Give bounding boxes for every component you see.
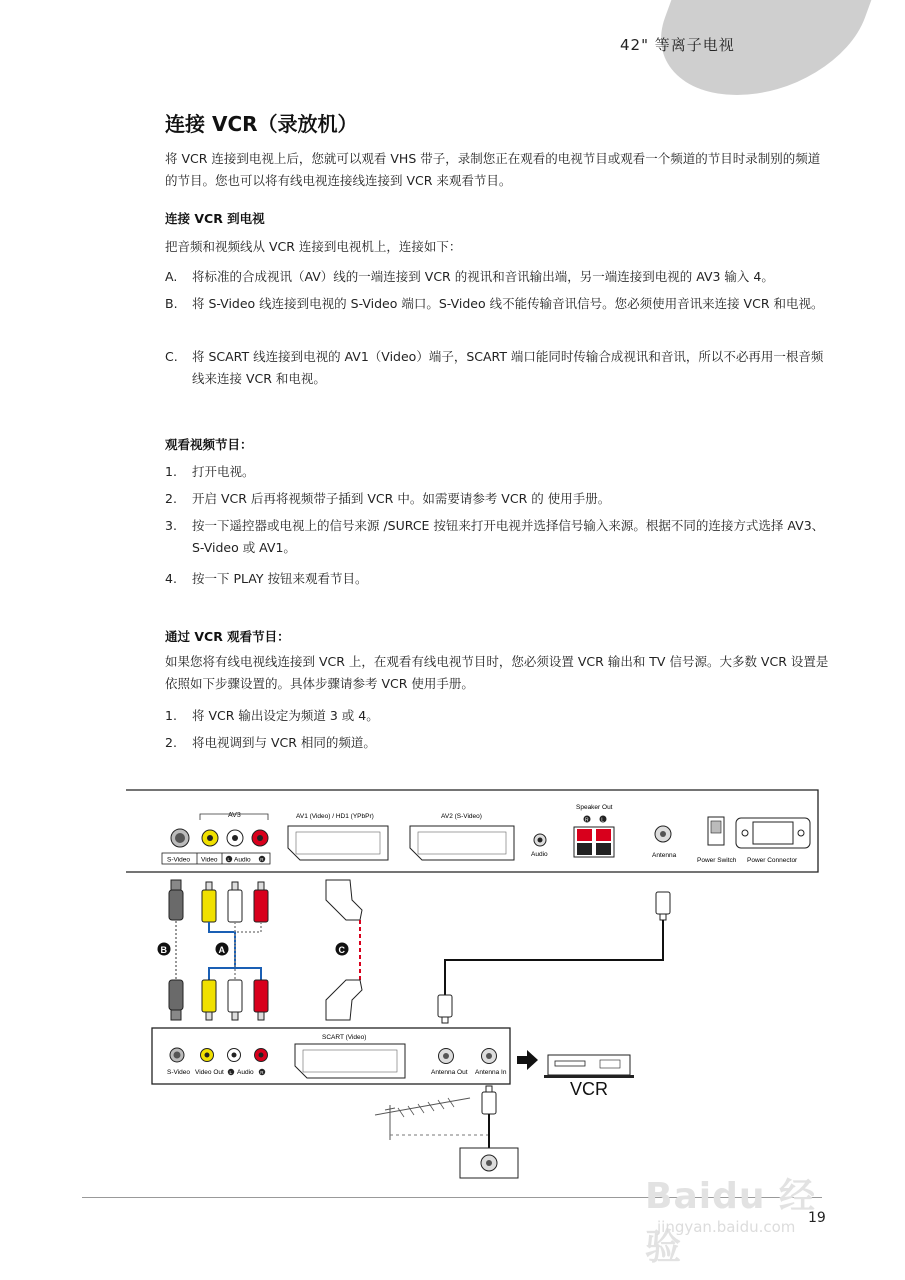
vcr-r-label: R — [260, 1070, 264, 1075]
intro-paragraph: 将 VCR 连接到电视上后，您就可以观看 VHS 带子，录制您正在观看的电视节目或观看一个频道的节目时录制别的频道的节目。您也可以将有线电视连接线连接到 VCR 来观看节目。 — [165, 151, 821, 188]
markers — [158, 943, 349, 956]
marker-c: C — [338, 945, 345, 955]
tv-audio-jack-label: Audio — [531, 851, 548, 858]
speaker-r-label: R — [585, 817, 589, 824]
item-text: 按一下 PLAY 按钮来观看节目。 — [192, 571, 368, 586]
item-text: 将 VCR 输出设定为频道 3 或 4。 — [192, 708, 379, 723]
marker-a: A — [218, 945, 225, 955]
watch-heading: 观看视频节目： — [165, 437, 253, 452]
watermark — [645, 1162, 845, 1268]
item-marker: 3. — [165, 518, 177, 533]
via-vcr-heading: 通过 VCR 观看节目： — [165, 629, 290, 644]
item-text: 打开电视。 — [192, 464, 255, 479]
item-text: 将 S-Video 线连接到电视的 S-Video 端口。S-Video 线不能传输音讯信号。您必须使用音讯来连接 VCR 和电视。 — [192, 296, 824, 311]
vcr-antenna-in-label: Antenna In — [475, 1069, 507, 1076]
item-text: 将电视调到与 VCR 相同的频道。 — [192, 735, 376, 750]
av3-label: AV3 — [228, 812, 241, 819]
tv-antenna-label: Antenna — [652, 852, 677, 859]
item-text: 按一下遥控器或电视上的信号来源 /SURCE 按钮来打开电视并选择信号输入来源。根据不同的连接方式选择 AV3、S-Video 或 AV1。 — [192, 518, 825, 555]
item-marker: 1. — [165, 464, 177, 479]
connect-lead: 把音频和视频线从 VCR 连接到电视机上，连接如下： — [165, 239, 462, 254]
item-marker: A. — [165, 269, 178, 284]
vcr-scart-label: SCART (Video) — [322, 1034, 367, 1041]
item-marker: 2. — [165, 491, 177, 506]
speaker-l-label: L — [601, 817, 605, 824]
tv-l-label: L — [227, 857, 231, 862]
watermark-logo: Baidu 经验 — [645, 1176, 817, 1268]
item-marker: 1. — [165, 708, 177, 723]
cables — [169, 880, 670, 1023]
item-marker: 2. — [165, 735, 177, 750]
power-switch-label: Power Switch — [697, 857, 737, 864]
vcr-device — [517, 1050, 634, 1099]
tv-audio-label: Audio — [234, 856, 251, 864]
tv-back-panel — [126, 790, 818, 872]
item-text: 将 SCART 线连接到电视的 AV1（Video）端子，SCART 端口能同时传输合成视讯和音讯，所以不必再用一根音频线来连接 VCR 和电视。 — [192, 349, 824, 386]
av2-label: AV2 (S-Video) — [441, 813, 482, 820]
tv-svideo-label: S-Video — [167, 856, 191, 864]
connect-heading: 连接 VCR 到电视 — [165, 211, 265, 226]
vcr-svideo-label: S-Video — [167, 1069, 191, 1076]
speaker-out-label: Speaker Out — [576, 804, 613, 811]
header-title: 42" 等离子电视 — [620, 36, 735, 54]
page-number: 19 — [808, 1210, 826, 1226]
tv-video-label: Video — [201, 856, 218, 864]
tv-r-label: R — [260, 857, 264, 862]
watermark-url: jingyan.baidu.com — [657, 1218, 796, 1236]
marker-b: B — [160, 945, 167, 955]
item-text: 将标准的合成视讯（AV）线的一端连接到 VCR 的视讯和音讯输出端，另一端连接到电视的 AV3 输入 4。 — [192, 269, 774, 284]
vcr-back-panel — [152, 1028, 510, 1084]
vcr-audio-label: Audio — [237, 1069, 254, 1076]
vcr-l-label: L — [229, 1070, 233, 1075]
vcr-antenna-out-label: Antenna Out — [431, 1069, 468, 1076]
av1-label: AV1 (Video) / HD1 (YPbPr) — [296, 813, 374, 820]
outdoor-antenna — [375, 1086, 518, 1178]
vcr-video-out-label: Video Out — [195, 1069, 224, 1076]
section-title: 连接 VCR（录放机） — [165, 112, 358, 136]
item-text: 开启 VCR 后再将视频带子插到 VCR 中。如需要请参考 VCR 的 使用手册。 — [192, 491, 611, 506]
vcr-label: VCR — [570, 1079, 609, 1099]
power-connector-label: Power Connector — [747, 857, 798, 864]
item-marker: C. — [165, 349, 178, 364]
item-marker: B. — [165, 296, 178, 311]
via-vcr-lead: 如果您将有线电视线连接到 VCR 上，在观看有线电视节目时，您必须设置 VCR 输出和 TV 信号源。大多数 VCR 设置是依照如下步骤设置的。具体步骤请参考 VCR 使用手册。 — [165, 654, 829, 691]
item-marker: 4. — [165, 571, 177, 586]
